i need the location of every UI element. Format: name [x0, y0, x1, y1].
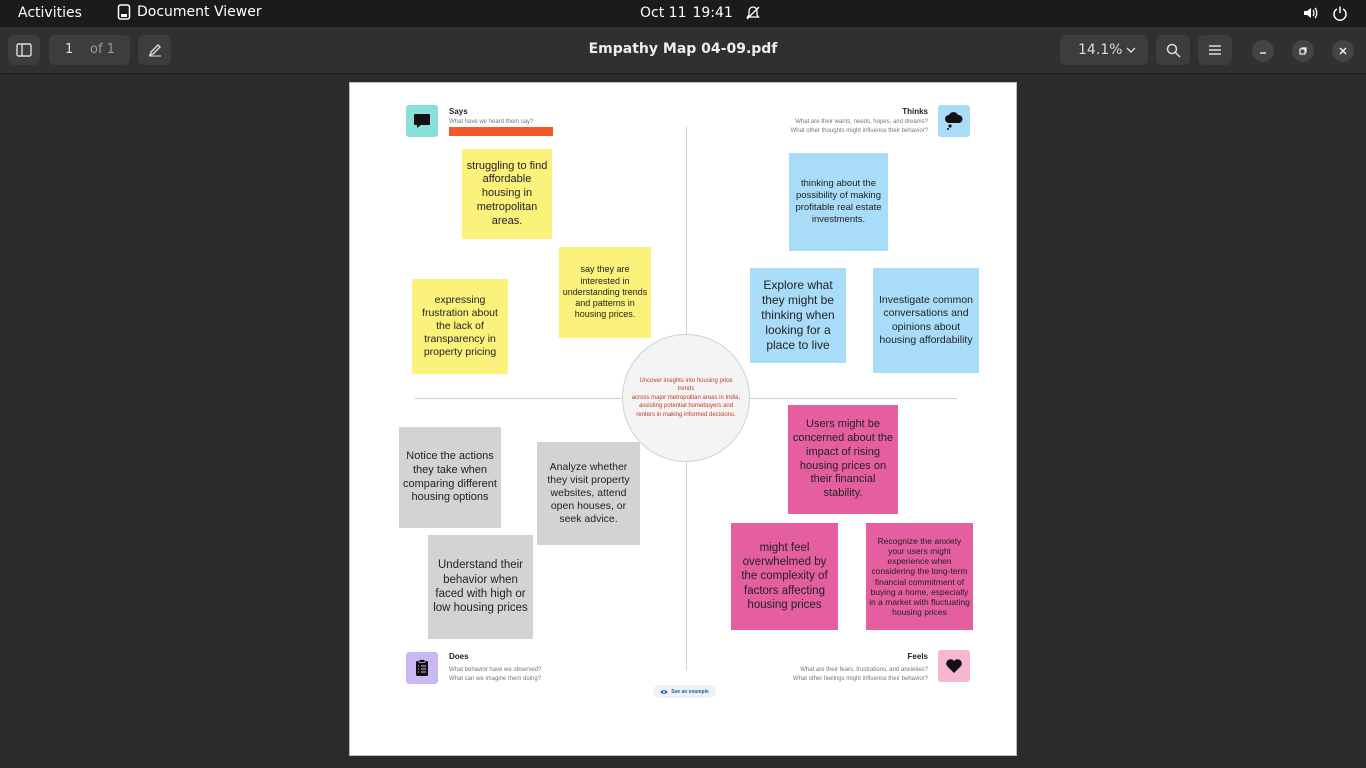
- minimize-button[interactable]: [1252, 40, 1274, 62]
- says-subtitle: What have we heard them say?: [449, 119, 534, 125]
- app-menu[interactable]: [117, 4, 262, 20]
- volume-icon: [1302, 5, 1318, 21]
- sticky-note-says-2: say they are interested in understanding trends and patterns in housing prices.: [559, 247, 651, 338]
- search-button[interactable]: [1156, 35, 1190, 65]
- close-button[interactable]: [1332, 40, 1354, 62]
- restore-icon: [1298, 46, 1308, 56]
- sticky-note-says-1: struggling to find affordable housing in metropolitan areas.: [462, 149, 552, 239]
- see-example-label: See an example: [671, 688, 709, 695]
- power-icon: [1332, 5, 1348, 21]
- says-title: Says: [449, 107, 468, 116]
- clock[interactable]: [640, 5, 761, 21]
- does-title: Does: [449, 652, 469, 661]
- current-page[interactable]: 1: [65, 42, 74, 57]
- sticky-note-says-3: expressing frustration about the lack of transparency in property pricing: [412, 279, 508, 374]
- date: Oct 11: [640, 5, 687, 21]
- thinks-icon: [938, 105, 970, 137]
- page-total: of 1: [90, 42, 115, 57]
- sticky-note-feels-3: Recognize the anxiety your users might experience when considering the long-term financial commitment of buying a home, especially in a market with fluctuating housing prices: [866, 523, 973, 630]
- close-icon: [1338, 46, 1348, 56]
- sticky-note-does-1: Notice the actions they take when comparing different housing options: [399, 427, 501, 528]
- thinks-subtitle-1: What are their wants, needs, hopes, and dreams?: [795, 119, 928, 125]
- system-tray[interactable]: [1302, 5, 1348, 21]
- document-title: Empathy Map 04-09.pdf: [588, 41, 778, 57]
- main-menu-button[interactable]: [1198, 35, 1232, 65]
- center-goal-line-1: Uncover insights into housing price trends: [639, 378, 733, 393]
- chevron-down-icon: [1126, 46, 1136, 54]
- sticky-note-thinks-3: Investigate common conversations and opinions about housing affordability: [873, 268, 979, 373]
- feels-title: Feels: [907, 652, 928, 661]
- sticky-note-does-3: Understand their behavior when faced with high or low housing prices: [428, 535, 533, 639]
- time: 19:41: [692, 5, 733, 21]
- says-icon: [406, 105, 438, 137]
- pdf-page: [349, 82, 1017, 756]
- does-subtitle-1: What behavior have we observed?: [449, 667, 542, 673]
- sticky-note-thinks-2: Explore what they might be thinking when looking for a place to live: [750, 268, 846, 363]
- app-name: Document Viewer: [137, 4, 262, 20]
- activities-button[interactable]: Activities: [18, 5, 82, 21]
- zoom-dropdown[interactable]: [1060, 35, 1148, 65]
- says-highlight-bar: [449, 127, 553, 136]
- search-icon: [1166, 43, 1181, 58]
- sticky-note-thinks-1: thinking about the possibility of making profitable real estate investments.: [789, 153, 888, 251]
- center-goal-circle: [622, 334, 750, 462]
- feels-subtitle-1: What are their fears, frustrations, and anxieties?: [800, 667, 928, 673]
- notifications-muted-icon: [745, 5, 761, 21]
- maximize-button[interactable]: [1292, 40, 1314, 62]
- zoom-level: 14.1%: [1078, 42, 1123, 58]
- see-example-link[interactable]: [653, 685, 716, 698]
- thinks-title: Thinks: [902, 107, 928, 116]
- document-viewer-icon: [117, 4, 131, 20]
- does-icon: [406, 652, 438, 684]
- thinks-subtitle-2: What other thoughts might influence their behavior?: [790, 128, 928, 134]
- header-bar: [0, 27, 1366, 74]
- sticky-note-feels-1: Users might be concerned about the impact of rising housing prices on their financial stability.: [788, 405, 898, 514]
- does-subtitle-2: What can we imagine them doing?: [449, 676, 542, 682]
- eye-icon: [660, 689, 668, 695]
- center-goal-line-2: across major metropolitan areas in India, assisting potential homebuyers and renters in making informed decisions.: [631, 394, 741, 418]
- feels-icon: [938, 650, 970, 682]
- sticky-note-does-2: Analyze whether they visit property websites, attend open houses, or seek advice.: [537, 442, 640, 545]
- sticky-note-feels-2: might feel overwhelmed by the complexity of factors affecting housing prices: [731, 523, 838, 630]
- hamburger-menu-icon: [1208, 44, 1222, 56]
- system-top-bar: [0, 0, 1366, 27]
- minimize-icon: [1258, 46, 1268, 56]
- feels-subtitle-2: What other feelings might influence their behavior?: [792, 676, 928, 682]
